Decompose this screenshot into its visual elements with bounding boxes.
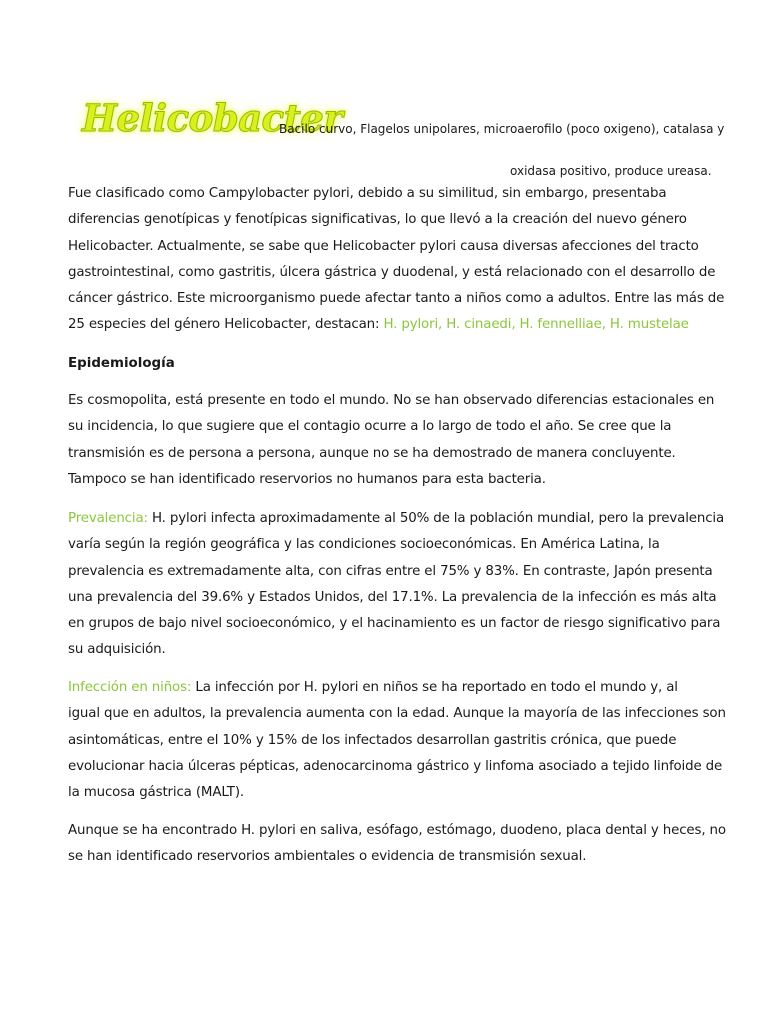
paragraph-line: diferencias genotípicas y fenotípicas significativas, lo que llevó a la creación del nuevo género — [68, 212, 687, 228]
intro-text-line-1: Bacilo curvo, Flagelos unipolares, microaerofilo (poco oxigeno), catalasa y — [279, 122, 725, 136]
paragraph-line: Helicobacter. Actualmente, se sabe que Helicobacter pylori causa diversas afecciones del tracto — [68, 238, 699, 254]
paragraph-classification — [68, 181, 725, 339]
helicobacter-logo-title: Helicobacter — [82, 96, 343, 140]
paragraph-line: su adquisición. — [68, 642, 166, 658]
paragraph-prevalence — [68, 506, 725, 664]
intro-text-line-2: oxidasa positivo, produce ureasa. — [510, 164, 712, 178]
paragraph-line: igual que en adultos, la prevalencia aumenta con la edad. Aunque la mayoría de las infecciones son — [68, 706, 726, 722]
paragraph-line: su incidencia, lo que sugiere que el contagio ocurre a lo largo de todo el año. Se cree que la — [68, 419, 672, 435]
species-prefix: 25 especies del género Helicobacter, destacan: — [68, 317, 384, 333]
paragraph-line: Aunque se ha encontrado H. pylori en saliva, esófago, estómago, duodeno, placa dental y heces, no — [68, 823, 726, 838]
paragraph-line: Tampoco se han identificado reservorios no humanos para esta bacteria. — [68, 471, 546, 487]
section-heading-epidemiology: Epidemiología — [68, 356, 175, 371]
paragraph-line: Es cosmopolita, está presente en todo el mundo. No se han observado diferencias estacionales en — [68, 393, 715, 408]
prevalence-first-line: H. pylori infecta aproximadamente al 50% de la población mundial, pero la prevalencia — [147, 511, 725, 526]
paragraph-epidemiology — [68, 388, 715, 493]
paragraph-line-species — [68, 312, 706, 338]
paragraph-closing — [68, 818, 726, 871]
paragraph-line: Fue clasificado como Campylobacter pylori, debido a su similitud, sin embargo, presentaba — [68, 186, 667, 201]
paragraph-line: transmisión es de persona a persona, aunque no se ha demostrado de manera concluyente. — [68, 445, 676, 461]
children-label: Infección en niños: — [68, 680, 192, 695]
paragraph-line-first — [68, 675, 706, 701]
paragraph-line: evolucionar hacia úlceras pépticas, adenocarcinoma gástrico y linfoma asociado a tejido linfoide de — [68, 758, 723, 774]
species-list: H. pylori, H. cinaedi, H. fennelliae, H. mustelae — [383, 317, 689, 333]
paragraph-line: cáncer gástrico. Este microorganismo puede afectar tanto a niños como a adultos. Entre las más de — [68, 291, 725, 307]
prevalence-label: Prevalencia: — [68, 511, 148, 526]
paragraph-line: asintomáticas, entre el 10% y 15% de los infectados desarrollan gastritis crónica, que puede — [68, 732, 677, 748]
paragraph-line: se han identificado reservorios ambientales o evidencia de transmisión sexual. — [68, 849, 587, 865]
paragraph-children-infection — [68, 675, 726, 806]
paragraph-line: prevalencia es extremadamente alta, con cifras entre el 75% y 83%. En contraste, Japón presenta — [68, 563, 713, 579]
paragraph-line: varía según la región geográfica y las condiciones socioeconómicas. En América Latina, la — [68, 537, 660, 553]
paragraph-line: en grupos de bajo nivel socioeconómico, y el hacinamiento es un factor de riesgo significativo para — [68, 616, 721, 632]
paragraph-line: gastrointestinal, como gastritis, úlcera gástrica y duodenal, y está relacionado con el desarrollo de — [68, 264, 716, 280]
paragraph-line-first — [68, 506, 725, 532]
paragraph-line: una prevalencia del 39.6% y Estados Unidos, del 17.1%. La prevalencia de la infección es más alta — [68, 589, 717, 605]
paragraph-line: la mucosa gástrica (MALT). — [68, 785, 245, 801]
children-first-line: La infección por H. pylori en niños se ha reportado en todo el mundo y, al — [191, 680, 678, 695]
